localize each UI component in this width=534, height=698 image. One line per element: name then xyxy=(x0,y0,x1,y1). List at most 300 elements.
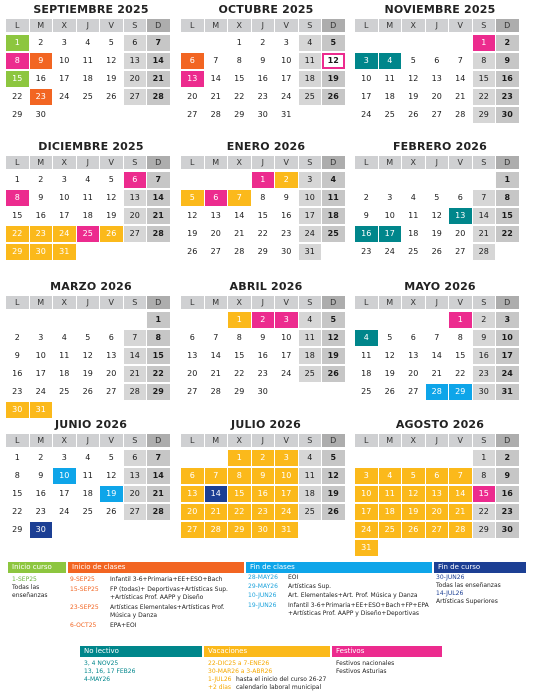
weekday-header: V xyxy=(100,296,123,309)
day-cell-vac: 2 xyxy=(252,450,275,466)
legend-inicio-clases-header: Inicio de clases xyxy=(68,562,244,573)
month-calendar xyxy=(6,3,176,119)
day-cell: 18 xyxy=(322,208,345,224)
day-cell: 3 xyxy=(387,193,393,202)
day-cell: 12 xyxy=(106,193,117,202)
day-cell-vac: 6 xyxy=(426,468,449,484)
day-cell-vac: 5 xyxy=(402,468,425,484)
day-cell: 10 xyxy=(384,211,395,220)
day-cell: 26 xyxy=(82,387,93,396)
day-cell: 4 xyxy=(299,312,322,328)
day-cell: 9 xyxy=(38,471,44,480)
day-cell: 7 xyxy=(457,56,463,65)
day-cell: 24 xyxy=(496,366,519,382)
weekday-header: V xyxy=(100,19,123,32)
day-cell: 22 xyxy=(12,507,23,516)
day-cell: 23 xyxy=(496,504,519,520)
day-cell: 8 xyxy=(260,193,266,202)
day-cell-vac: 27 xyxy=(181,522,204,538)
day-cell-vac: 8 xyxy=(228,468,251,484)
month-calendar xyxy=(355,418,525,552)
day-cell: 12 xyxy=(82,351,93,360)
day-cell: 9 xyxy=(38,193,44,202)
legend-vacaciones-extra-text: calendario laboral municipal xyxy=(236,684,322,691)
month-calendar xyxy=(6,280,176,414)
day-cell: 22 xyxy=(473,89,496,105)
month-title: ENERO 2026 xyxy=(226,140,306,153)
weekday-header: V xyxy=(100,156,123,169)
weekday-header: D xyxy=(147,19,170,32)
day-cell: 28 xyxy=(147,226,170,242)
day-cell: 6 xyxy=(108,333,114,342)
day-cell-fin: 29 xyxy=(449,384,472,400)
day-cell: 5 xyxy=(322,312,345,328)
day-cell: 30 xyxy=(473,384,496,400)
legend-vacaciones-line: 30-MAR26 a 3-ABR26 xyxy=(208,668,273,675)
day-cell-vac: 29 xyxy=(228,522,251,538)
day-cell-vac: 24 xyxy=(53,226,76,242)
weekday-header: X xyxy=(53,434,76,447)
day-cell: 15 xyxy=(12,211,23,220)
day-cell: 30 xyxy=(257,387,268,396)
day-cell: 1 xyxy=(236,38,242,47)
day-cell: 13 xyxy=(187,351,198,360)
legend-vacaciones-extra-label: +2 días xyxy=(208,684,232,691)
legend-fin-curso-date: 14-JUL26 xyxy=(436,590,464,597)
day-cell: 12 xyxy=(106,471,117,480)
legend-no-lectivo-line: 4-MAY26 xyxy=(84,676,111,683)
day-cell: 24 xyxy=(361,110,372,119)
day-cell: 17 xyxy=(281,351,292,360)
day-cell: 27 xyxy=(187,387,198,396)
month-calendar xyxy=(355,280,525,396)
day-cell: 17 xyxy=(496,348,519,364)
day-cell: 18 xyxy=(59,369,70,378)
day-cell: 28 xyxy=(210,110,221,119)
day-cell: 12 xyxy=(322,468,345,484)
day-cell: 31 xyxy=(299,244,322,260)
day-cell: 16 xyxy=(496,71,519,87)
day-cell: 7 xyxy=(213,333,219,342)
day-cell-vac: 7 xyxy=(449,468,472,484)
day-cell: 18 xyxy=(384,92,395,101)
day-cell-vac: 22 xyxy=(228,504,251,520)
day-cell: 18 xyxy=(82,74,93,83)
day-cell: 20 xyxy=(431,92,442,101)
weekday-header: L xyxy=(181,434,204,447)
day-cell: 11 xyxy=(82,471,93,480)
day-cell: 21 xyxy=(455,92,466,101)
day-cell: 22 xyxy=(12,92,23,101)
day-cell: 3 xyxy=(299,172,322,188)
day-cell: 29 xyxy=(234,387,245,396)
day-cell: 21 xyxy=(147,486,170,502)
day-cell-vac: 6 xyxy=(181,468,204,484)
day-cell: 7 xyxy=(213,56,219,65)
day-cell: 16 xyxy=(12,369,23,378)
day-cell: 15 xyxy=(234,74,245,83)
day-cell: 25 xyxy=(384,110,395,119)
day-cell: 29 xyxy=(473,522,496,538)
day-cell-festivo: 1 xyxy=(449,312,472,328)
day-cell: 11 xyxy=(299,330,322,346)
weekday-header: S xyxy=(473,156,496,169)
day-cell-vac: 1 xyxy=(228,450,251,466)
month-calendar xyxy=(181,3,351,119)
day-cell: 9 xyxy=(260,56,266,65)
legend-festivos-line: Festivos Asturias xyxy=(336,668,387,675)
day-cell: 10 xyxy=(361,74,372,83)
day-cell: 18 xyxy=(408,229,419,238)
weekday-header: L xyxy=(6,296,29,309)
day-cell: 30 xyxy=(35,110,46,119)
weekday-header: S xyxy=(299,156,322,169)
day-cell: 16 xyxy=(35,489,46,498)
month-calendar xyxy=(6,140,176,256)
legend-no-lectivo-header: No lectivo xyxy=(80,646,202,657)
legend-inicio-clases-desc: Artísticas Elementales+Artísticas Prof. Música y Danza xyxy=(110,604,225,619)
day-cell: 30 xyxy=(496,522,519,538)
day-cell: 5 xyxy=(434,193,440,202)
month-title: MAYO 2026 xyxy=(404,280,476,293)
weekday-header: M xyxy=(379,19,402,32)
month-title: JUNIO 2026 xyxy=(54,418,128,431)
day-cell: 29 xyxy=(12,525,23,534)
day-cell: 17 xyxy=(59,74,70,83)
legend-inicio-clases-desc: Infantil 3-6+Primaria+EE+ESO+Bach xyxy=(110,576,223,583)
day-cell: 26 xyxy=(431,247,442,256)
legend-festivos-line: Festivos nacionales xyxy=(336,660,395,667)
day-cell: 15 xyxy=(496,208,519,224)
day-cell-vac: 3 xyxy=(355,468,378,484)
weekday-header: X xyxy=(402,296,425,309)
day-cell: 8 xyxy=(147,330,170,346)
weekday-header: V xyxy=(275,434,298,447)
day-cell: 25 xyxy=(59,387,70,396)
day-cell: 29 xyxy=(257,247,268,256)
day-cell: 25 xyxy=(322,226,345,242)
day-cell: 17 xyxy=(299,208,322,224)
day-cell: 28 xyxy=(147,504,170,520)
day-cell: 16 xyxy=(257,351,268,360)
weekday-header: L xyxy=(6,434,29,447)
day-cell: 27 xyxy=(124,226,147,242)
weekday-header: J xyxy=(252,156,275,169)
day-cell: 10 xyxy=(59,193,70,202)
day-cell-vac: 7 xyxy=(228,190,251,206)
day-cell: 3 xyxy=(496,312,519,328)
day-cell: 9 xyxy=(496,53,519,69)
day-cell-vac: 10 xyxy=(355,486,378,502)
day-cell: 3 xyxy=(283,38,289,47)
weekday-header: L xyxy=(181,296,204,309)
day-cell: 28 xyxy=(473,244,496,260)
day-cell-vac: 26 xyxy=(100,226,123,242)
legend xyxy=(0,560,534,698)
day-cell-festivo: 25 xyxy=(77,226,100,242)
day-cell: 24 xyxy=(35,387,46,396)
day-cell: 1 xyxy=(147,312,170,328)
day-cell-nolec: 16 xyxy=(355,226,378,242)
day-cell: 2 xyxy=(260,38,266,47)
day-cell-nolec: 4 xyxy=(355,330,378,346)
weekday-header: M xyxy=(205,156,228,169)
day-cell-vac: 23 xyxy=(30,226,53,242)
weekday-header: J xyxy=(252,434,275,447)
legend-vacaciones-fin-label: 1-JUL26 xyxy=(208,676,232,683)
day-cell: 16 xyxy=(35,211,46,220)
month-title: JULIO 2026 xyxy=(231,418,301,431)
day-cell: 16 xyxy=(496,486,519,502)
weekday-header: X xyxy=(402,434,425,447)
day-cell-vac: 9 xyxy=(252,468,275,484)
day-cell: 25 xyxy=(82,507,93,516)
day-cell: 1 xyxy=(473,450,496,466)
day-cell: 20 xyxy=(187,92,198,101)
weekday-header: J xyxy=(252,296,275,309)
month-title: FEBRERO 2026 xyxy=(392,140,488,153)
day-cell-fincurso: 14 xyxy=(205,486,228,502)
month-calendar xyxy=(6,418,176,534)
day-cell: 19 xyxy=(106,74,117,83)
weekday-header: M xyxy=(379,434,402,447)
day-cell-vac: 20 xyxy=(426,504,449,520)
day-cell: 27 xyxy=(408,387,419,396)
day-cell: 21 xyxy=(124,366,147,382)
legend-inicio-clases-date: 23-SEP25 xyxy=(70,604,99,611)
day-cell: 27 xyxy=(210,247,221,256)
day-cell: 2 xyxy=(496,35,519,51)
day-cell: 7 xyxy=(147,35,170,51)
weekday-header: L xyxy=(6,19,29,32)
legend-inicio-clases-desc: FP (todas)+ Deportivas+Artísticas Sup. +Artísticas Prof. AAPP y Diseño xyxy=(110,586,228,601)
day-cell-nolec: 17 xyxy=(379,226,402,242)
weekday-header: M xyxy=(30,19,53,32)
day-cell-vac: 11 xyxy=(379,486,402,502)
weekday-header: L xyxy=(355,19,378,32)
day-cell: 22 xyxy=(473,504,496,520)
day-cell: 26 xyxy=(106,507,117,516)
day-cell: 14 xyxy=(234,211,245,220)
day-cell: 7 xyxy=(473,190,496,206)
day-cell: 23 xyxy=(281,229,292,238)
weekday-header: X xyxy=(53,19,76,32)
day-cell-vac: 13 xyxy=(426,486,449,502)
day-cell: 28 xyxy=(210,387,221,396)
day-cell: 22 xyxy=(234,369,245,378)
day-cell: 17 xyxy=(59,211,70,220)
day-cell-box: 12 xyxy=(322,53,345,69)
day-cell: 7 xyxy=(434,333,440,342)
weekday-header: M xyxy=(205,296,228,309)
day-cell-vac: 16 xyxy=(252,486,275,502)
day-cell: 24 xyxy=(299,226,322,242)
day-cell: 26 xyxy=(408,110,419,119)
day-cell: 13 xyxy=(431,74,442,83)
day-cell-ferro: 9 xyxy=(30,53,53,69)
day-cell: 10 xyxy=(35,351,46,360)
day-cell-festivo: 8 xyxy=(6,53,29,69)
day-cell: 4 xyxy=(322,172,345,188)
day-cell: 10 xyxy=(299,190,322,206)
day-cell-vac: 29 xyxy=(6,244,29,260)
day-cell: 28 xyxy=(455,110,466,119)
day-cell: 3 xyxy=(38,333,44,342)
day-cell: 13 xyxy=(124,190,147,206)
day-cell: 27 xyxy=(124,89,147,105)
month-title: OCTUBRE 2025 xyxy=(218,3,314,16)
day-cell: 26 xyxy=(322,89,345,105)
day-cell: 3 xyxy=(61,453,67,462)
legend-inicio-clases-date: 6-OCT25 xyxy=(70,622,97,629)
day-cell: 2 xyxy=(38,453,44,462)
day-cell: 19 xyxy=(106,211,117,220)
day-cell: 15 xyxy=(473,71,496,87)
day-cell: 21 xyxy=(473,226,496,242)
day-cell: 19 xyxy=(322,71,345,87)
day-cell: 14 xyxy=(147,190,170,206)
day-cell: 27 xyxy=(431,110,442,119)
day-cell-vac: 31 xyxy=(355,540,378,556)
legend-fin-curso-desc: Artísticas Superiores xyxy=(436,598,498,605)
month-calendar xyxy=(355,140,525,256)
month-calendar xyxy=(181,140,351,256)
weekday-header: L xyxy=(355,156,378,169)
weekday-header: S xyxy=(124,19,147,32)
day-cell: 5 xyxy=(387,333,393,342)
day-cell: 6 xyxy=(434,56,440,65)
day-cell-vac: 30 xyxy=(252,522,275,538)
weekday-header: D xyxy=(147,156,170,169)
day-cell: 19 xyxy=(431,229,442,238)
day-cell: 30 xyxy=(257,110,268,119)
day-cell: 24 xyxy=(281,92,292,101)
day-cell: 17 xyxy=(281,74,292,83)
weekday-header: V xyxy=(449,19,472,32)
day-cell: 15 xyxy=(12,489,23,498)
day-cell: 9 xyxy=(283,193,289,202)
day-cell: 14 xyxy=(124,348,147,364)
day-cell: 20 xyxy=(106,369,117,378)
weekday-header: L xyxy=(181,156,204,169)
day-cell: 15 xyxy=(257,211,268,220)
day-cell-fincurso: 30 xyxy=(30,522,53,538)
day-cell: 18 xyxy=(299,486,322,502)
day-cell: 25 xyxy=(408,247,419,256)
day-cell-vac: 25 xyxy=(379,522,402,538)
day-cell: 2 xyxy=(38,38,44,47)
day-cell: 5 xyxy=(410,56,416,65)
weekday-header: D xyxy=(496,434,519,447)
day-cell-vac: 24 xyxy=(275,504,298,520)
day-cell: 6 xyxy=(457,193,463,202)
day-cell-vac: 21 xyxy=(205,504,228,520)
day-cell: 7 xyxy=(147,172,170,188)
day-cell: 27 xyxy=(187,110,198,119)
weekday-header: D xyxy=(147,296,170,309)
day-cell: 5 xyxy=(85,333,91,342)
day-cell: 29 xyxy=(473,107,496,123)
day-cell: 11 xyxy=(59,351,70,360)
weekday-header: S xyxy=(124,434,147,447)
legend-inicio-clases-desc: EPA+EOI xyxy=(110,622,137,629)
day-cell: 16 xyxy=(473,348,496,364)
legend-inicio-clases-date: 9-SEP25 xyxy=(70,576,95,583)
day-cell-vac: 20 xyxy=(181,504,204,520)
day-cell: 16 xyxy=(257,74,268,83)
day-cell: 18 xyxy=(82,211,93,220)
day-cell-vac: 1 xyxy=(228,312,251,328)
day-cell: 1 xyxy=(14,175,20,184)
day-cell: 18 xyxy=(299,71,322,87)
day-cell: 5 xyxy=(108,175,114,184)
legend-fin-clases-desc: EOI xyxy=(288,574,299,581)
day-cell: 3 xyxy=(61,38,67,47)
day-cell: 1 xyxy=(496,172,519,188)
day-cell-fin: 10 xyxy=(53,468,76,484)
day-cell: 21 xyxy=(210,369,221,378)
day-cell-festivo: 1 xyxy=(473,35,496,51)
day-cell: 5 xyxy=(108,453,114,462)
month-title: AGOSTO 2026 xyxy=(395,418,485,431)
weekday-header: J xyxy=(426,296,449,309)
legend-fin-curso-header: Fin de curso xyxy=(434,562,526,573)
weekday-header: V xyxy=(275,156,298,169)
day-cell-vac: 3 xyxy=(275,450,298,466)
weekday-header: J xyxy=(426,434,449,447)
day-cell-festivo: 13 xyxy=(181,71,204,87)
day-cell: 23 xyxy=(496,89,519,105)
day-cell: 22 xyxy=(147,366,170,382)
day-cell: 6 xyxy=(124,35,147,51)
day-cell-vac: 31 xyxy=(30,402,53,418)
legend-vacaciones-header: Vacaciones xyxy=(204,646,330,657)
day-cell-vac: 7 xyxy=(205,468,228,484)
day-cell-festivo: 2 xyxy=(252,312,275,328)
day-cell-vac: 26 xyxy=(402,522,425,538)
day-cell: 20 xyxy=(124,71,147,87)
day-cell: 25 xyxy=(299,504,322,520)
day-cell-festivo: 15 xyxy=(473,486,496,502)
day-cell: 21 xyxy=(210,92,221,101)
day-cell: 26 xyxy=(322,504,345,520)
day-cell: 21 xyxy=(147,71,170,87)
day-cell: 5 xyxy=(322,450,345,466)
weekday-header: V xyxy=(449,434,472,447)
day-cell: 8 xyxy=(236,333,242,342)
day-cell: 4 xyxy=(299,450,322,466)
day-cell: 5 xyxy=(108,38,114,47)
legend-fin-clases-desc: Artísticas Sup. xyxy=(288,583,332,590)
day-cell-vac: 23 xyxy=(252,504,275,520)
day-cell: 6 xyxy=(189,333,195,342)
day-cell: 14 xyxy=(431,351,442,360)
day-cell-vac: 30 xyxy=(30,244,53,260)
day-cell: 10 xyxy=(281,56,292,65)
legend-inicio-curso-date: 1-SEP25 xyxy=(12,576,37,583)
legend-fin-clases-header: Fin de clases xyxy=(246,562,432,573)
day-cell: 25 xyxy=(299,366,322,382)
day-cell: 24 xyxy=(59,507,70,516)
weekday-header: V xyxy=(275,296,298,309)
day-cell: 2 xyxy=(38,175,44,184)
month-calendar xyxy=(355,3,525,119)
weekday-header: L xyxy=(355,434,378,447)
day-cell: 8 xyxy=(457,333,463,342)
day-cell: 19 xyxy=(82,369,93,378)
day-cell: 2 xyxy=(14,333,20,342)
month-calendar xyxy=(181,280,351,396)
